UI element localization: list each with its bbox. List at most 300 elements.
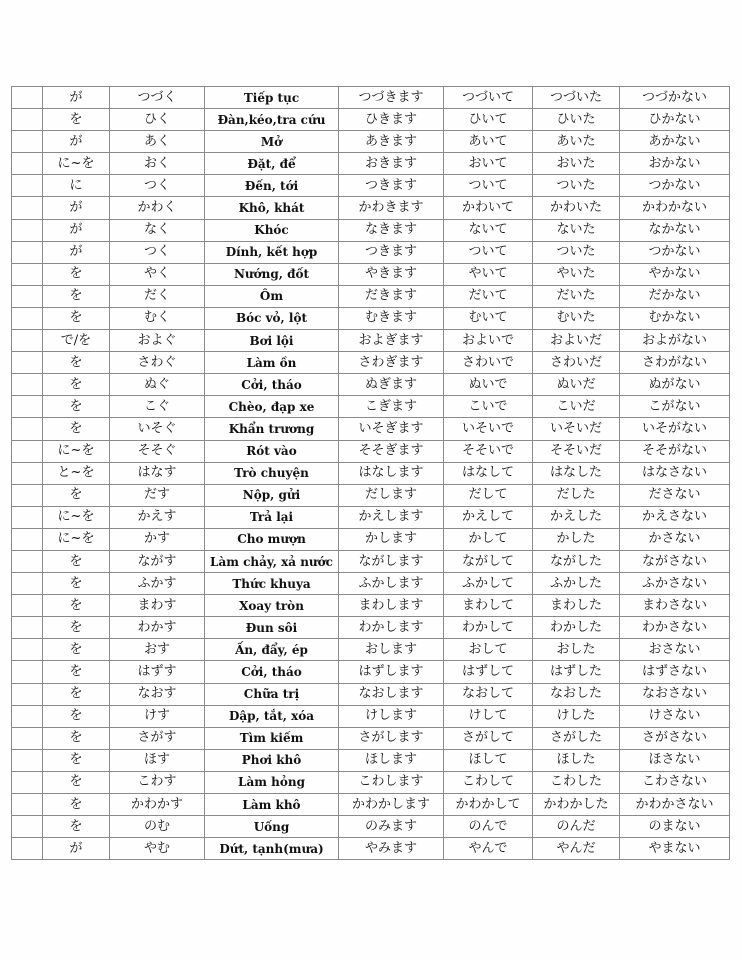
- te-form-cell: なおして: [444, 683, 533, 705]
- nai-form-cell: ほさない: [620, 749, 730, 771]
- table-row: [12, 771, 730, 793]
- table-row: [12, 617, 730, 639]
- dictionary-form-cell: はなす: [110, 462, 205, 484]
- nai-form-cell: わかさない: [620, 617, 730, 639]
- ta-form-cell: だした: [533, 484, 620, 506]
- row-blank-cell: [12, 749, 43, 771]
- masu-form-cell: おします: [339, 639, 444, 661]
- te-form-cell: こわして: [444, 771, 533, 793]
- dictionary-form-cell: むく: [110, 307, 205, 329]
- table-row: [12, 307, 730, 329]
- ta-form-cell: はなした: [533, 462, 620, 484]
- dictionary-form-cell: ふかす: [110, 573, 205, 595]
- meaning-cell: Xoay tròn: [205, 595, 339, 617]
- dictionary-form-cell: かわく: [110, 197, 205, 219]
- dictionary-form-cell: だく: [110, 285, 205, 307]
- dictionary-form-cell: おす: [110, 639, 205, 661]
- meaning-cell: Tiếp tục: [205, 87, 339, 109]
- ta-form-cell: さわいだ: [533, 352, 620, 374]
- dictionary-form-cell: なおす: [110, 683, 205, 705]
- row-blank-cell: [12, 573, 43, 595]
- row-blank-cell: [12, 109, 43, 131]
- ta-form-cell: ほした: [533, 749, 620, 771]
- particle-cell: を: [43, 794, 110, 816]
- meaning-cell: Làm khô: [205, 794, 339, 816]
- dictionary-form-cell: つく: [110, 175, 205, 197]
- particle-cell: を: [43, 771, 110, 793]
- ta-form-cell: わかした: [533, 617, 620, 639]
- row-blank-cell: [12, 727, 43, 749]
- ta-form-cell: いそいだ: [533, 418, 620, 440]
- table-row: [12, 595, 730, 617]
- masu-form-cell: おきます: [339, 153, 444, 175]
- nai-form-cell: まわさない: [620, 595, 730, 617]
- meaning-cell: Làm chảy, xả nước: [205, 550, 339, 572]
- masu-form-cell: さわぎます: [339, 352, 444, 374]
- te-form-cell: はずして: [444, 661, 533, 683]
- particle-cell: を: [43, 307, 110, 329]
- particle-cell: が: [43, 131, 110, 153]
- ta-form-cell: なおした: [533, 683, 620, 705]
- nai-form-cell: おさない: [620, 639, 730, 661]
- te-form-cell: そそいで: [444, 440, 533, 462]
- nai-form-cell: はなさない: [620, 462, 730, 484]
- particle-cell: を: [43, 749, 110, 771]
- dictionary-form-cell: あく: [110, 131, 205, 153]
- table-row: [12, 219, 730, 241]
- table-row: [12, 241, 730, 263]
- particle-cell: を: [43, 374, 110, 396]
- row-blank-cell: [12, 418, 43, 440]
- meaning-cell: Khẩn trương: [205, 418, 339, 440]
- masu-form-cell: ふかします: [339, 573, 444, 595]
- table-row: [12, 683, 730, 705]
- ta-form-cell: ながした: [533, 550, 620, 572]
- meaning-cell: Dính, kết hợp: [205, 241, 339, 263]
- masu-form-cell: だきます: [339, 285, 444, 307]
- te-form-cell: さわいで: [444, 352, 533, 374]
- dictionary-form-cell: ひく: [110, 109, 205, 131]
- row-blank-cell: [12, 396, 43, 418]
- row-blank-cell: [12, 506, 43, 528]
- masu-form-cell: やきます: [339, 263, 444, 285]
- row-blank-cell: [12, 705, 43, 727]
- meaning-cell: Phơi khô: [205, 749, 339, 771]
- nai-form-cell: はずさない: [620, 661, 730, 683]
- nai-form-cell: かわかさない: [620, 794, 730, 816]
- meaning-cell: Khô, khát: [205, 197, 339, 219]
- nai-form-cell: およがない: [620, 330, 730, 352]
- te-form-cell: ついて: [444, 175, 533, 197]
- masu-form-cell: あきます: [339, 131, 444, 153]
- ta-form-cell: かした: [533, 528, 620, 550]
- nai-form-cell: さがさない: [620, 727, 730, 749]
- dictionary-form-cell: やむ: [110, 838, 205, 860]
- te-form-cell: だいて: [444, 285, 533, 307]
- ta-form-cell: ついた: [533, 241, 620, 263]
- nai-form-cell: そそがない: [620, 440, 730, 462]
- table-row: [12, 131, 730, 153]
- meaning-cell: Cho mượn: [205, 528, 339, 550]
- masu-form-cell: かえします: [339, 506, 444, 528]
- nai-form-cell: つかない: [620, 241, 730, 263]
- te-form-cell: はなして: [444, 462, 533, 484]
- te-form-cell: つづいて: [444, 87, 533, 109]
- masu-form-cell: ほします: [339, 749, 444, 771]
- table-row: [12, 263, 730, 285]
- row-blank-cell: [12, 771, 43, 793]
- particle-cell: に~を: [43, 528, 110, 550]
- masu-form-cell: わかします: [339, 617, 444, 639]
- nai-form-cell: いそがない: [620, 418, 730, 440]
- nai-form-cell: ながさない: [620, 550, 730, 572]
- meaning-cell: Khóc: [205, 219, 339, 241]
- row-blank-cell: [12, 816, 43, 838]
- nai-form-cell: かさない: [620, 528, 730, 550]
- masu-form-cell: こぎます: [339, 396, 444, 418]
- ta-form-cell: おいた: [533, 153, 620, 175]
- row-blank-cell: [12, 131, 43, 153]
- meaning-cell: Đến, tới: [205, 175, 339, 197]
- meaning-cell: Cởi, tháo: [205, 374, 339, 396]
- masu-form-cell: はずします: [339, 661, 444, 683]
- particle-cell: に~を: [43, 440, 110, 462]
- dictionary-form-cell: はずす: [110, 661, 205, 683]
- te-form-cell: こいで: [444, 396, 533, 418]
- ta-form-cell: ひいた: [533, 109, 620, 131]
- particle-cell: を: [43, 639, 110, 661]
- table-row: [12, 639, 730, 661]
- table-row: [12, 727, 730, 749]
- nai-form-cell: かわかない: [620, 197, 730, 219]
- te-form-cell: ふかして: [444, 573, 533, 595]
- dictionary-form-cell: かえす: [110, 506, 205, 528]
- dictionary-form-cell: かわかす: [110, 794, 205, 816]
- dictionary-form-cell: なく: [110, 219, 205, 241]
- masu-form-cell: のみます: [339, 816, 444, 838]
- table-row: [12, 838, 730, 860]
- dictionary-form-cell: ほす: [110, 749, 205, 771]
- particle-cell: を: [43, 484, 110, 506]
- row-blank-cell: [12, 794, 43, 816]
- ta-form-cell: あいた: [533, 131, 620, 153]
- table-row: [12, 87, 730, 109]
- nai-form-cell: なかない: [620, 219, 730, 241]
- particle-cell: に~を: [43, 153, 110, 175]
- table-row: [12, 705, 730, 727]
- dictionary-form-cell: つづく: [110, 87, 205, 109]
- particle-cell: に: [43, 175, 110, 197]
- te-form-cell: ひいて: [444, 109, 533, 131]
- table-row: [12, 109, 730, 131]
- masu-form-cell: はなします: [339, 462, 444, 484]
- row-blank-cell: [12, 374, 43, 396]
- ta-form-cell: だいた: [533, 285, 620, 307]
- table-row: [12, 418, 730, 440]
- te-form-cell: けして: [444, 705, 533, 727]
- te-form-cell: かわかして: [444, 794, 533, 816]
- nai-form-cell: やまない: [620, 838, 730, 860]
- masu-form-cell: つづきます: [339, 87, 444, 109]
- meaning-cell: Đun sôi: [205, 617, 339, 639]
- nai-form-cell: ぬがない: [620, 374, 730, 396]
- nai-form-cell: かえさない: [620, 506, 730, 528]
- dictionary-form-cell: やく: [110, 263, 205, 285]
- row-blank-cell: [12, 241, 43, 263]
- masu-form-cell: さがします: [339, 727, 444, 749]
- table-row: [12, 197, 730, 219]
- masu-form-cell: なきます: [339, 219, 444, 241]
- meaning-cell: Cởi, tháo: [205, 661, 339, 683]
- meaning-cell: Bóc vỏ, lột: [205, 307, 339, 329]
- table-row: [12, 749, 730, 771]
- te-form-cell: のんで: [444, 816, 533, 838]
- te-form-cell: あいて: [444, 131, 533, 153]
- te-form-cell: おして: [444, 639, 533, 661]
- meaning-cell: Ôm: [205, 285, 339, 307]
- te-form-cell: やいて: [444, 263, 533, 285]
- row-blank-cell: [12, 683, 43, 705]
- meaning-cell: Uống: [205, 816, 339, 838]
- table-row: [12, 285, 730, 307]
- masu-form-cell: つきます: [339, 241, 444, 263]
- particle-cell: を: [43, 727, 110, 749]
- te-form-cell: ながして: [444, 550, 533, 572]
- particle-cell: に~を: [43, 506, 110, 528]
- table-row: [12, 484, 730, 506]
- meaning-cell: Làm ồn: [205, 352, 339, 374]
- table-row: [12, 440, 730, 462]
- particle-cell: を: [43, 661, 110, 683]
- row-blank-cell: [12, 838, 43, 860]
- te-form-cell: かえして: [444, 506, 533, 528]
- table-row: [12, 374, 730, 396]
- meaning-cell: Chèo, đạp xe: [205, 396, 339, 418]
- table-row: [12, 330, 730, 352]
- nai-form-cell: けさない: [620, 705, 730, 727]
- masu-form-cell: そそぎます: [339, 440, 444, 462]
- particle-cell: を: [43, 617, 110, 639]
- dictionary-form-cell: およぐ: [110, 330, 205, 352]
- ta-form-cell: そそいだ: [533, 440, 620, 462]
- table-body: [12, 87, 730, 860]
- nai-form-cell: ひかない: [620, 109, 730, 131]
- table-row: [12, 352, 730, 374]
- row-blank-cell: [12, 639, 43, 661]
- ta-form-cell: おした: [533, 639, 620, 661]
- nai-form-cell: やかない: [620, 263, 730, 285]
- meaning-cell: Rót vào: [205, 440, 339, 462]
- meaning-cell: Ấn, đẩy, ép: [205, 639, 339, 661]
- ta-form-cell: およいだ: [533, 330, 620, 352]
- row-blank-cell: [12, 528, 43, 550]
- te-form-cell: まわして: [444, 595, 533, 617]
- ta-form-cell: ないた: [533, 219, 620, 241]
- te-form-cell: かして: [444, 528, 533, 550]
- row-blank-cell: [12, 617, 43, 639]
- particle-cell: と~を: [43, 462, 110, 484]
- row-blank-cell: [12, 175, 43, 197]
- masu-form-cell: かわかします: [339, 794, 444, 816]
- row-blank-cell: [12, 87, 43, 109]
- particle-cell: を: [43, 285, 110, 307]
- particle-cell: が: [43, 219, 110, 241]
- masu-form-cell: いそぎます: [339, 418, 444, 440]
- te-form-cell: ほして: [444, 749, 533, 771]
- particle-cell: を: [43, 683, 110, 705]
- row-blank-cell: [12, 440, 43, 462]
- meaning-cell: Làm hỏng: [205, 771, 339, 793]
- ta-form-cell: こいだ: [533, 396, 620, 418]
- row-blank-cell: [12, 661, 43, 683]
- ta-form-cell: かわかした: [533, 794, 620, 816]
- table-row: [12, 573, 730, 595]
- verb-conjugation-table: [11, 86, 730, 860]
- nai-form-cell: だかない: [620, 285, 730, 307]
- ta-form-cell: ぬいだ: [533, 374, 620, 396]
- particle-cell: を: [43, 418, 110, 440]
- table-row: [12, 550, 730, 572]
- dictionary-form-cell: こわす: [110, 771, 205, 793]
- meaning-cell: Tìm kiếm: [205, 727, 339, 749]
- masu-form-cell: まわします: [339, 595, 444, 617]
- masu-form-cell: およぎます: [339, 330, 444, 352]
- masu-form-cell: こわします: [339, 771, 444, 793]
- masu-form-cell: かします: [339, 528, 444, 550]
- meaning-cell: Chữa trị: [205, 683, 339, 705]
- nai-form-cell: こわさない: [620, 771, 730, 793]
- table-row: [12, 175, 730, 197]
- dictionary-form-cell: おく: [110, 153, 205, 175]
- te-form-cell: かわいて: [444, 197, 533, 219]
- ta-form-cell: つづいた: [533, 87, 620, 109]
- dictionary-form-cell: かす: [110, 528, 205, 550]
- te-form-cell: だして: [444, 484, 533, 506]
- row-blank-cell: [12, 550, 43, 572]
- row-blank-cell: [12, 285, 43, 307]
- ta-form-cell: ふかした: [533, 573, 620, 595]
- meaning-cell: Trò chuyện: [205, 462, 339, 484]
- row-blank-cell: [12, 153, 43, 175]
- dictionary-form-cell: いそぐ: [110, 418, 205, 440]
- ta-form-cell: むいた: [533, 307, 620, 329]
- dictionary-form-cell: だす: [110, 484, 205, 506]
- nai-form-cell: ださない: [620, 484, 730, 506]
- particle-cell: を: [43, 595, 110, 617]
- meaning-cell: Trả lại: [205, 506, 339, 528]
- masu-form-cell: ひきます: [339, 109, 444, 131]
- nai-form-cell: つかない: [620, 175, 730, 197]
- dictionary-form-cell: そそぐ: [110, 440, 205, 462]
- te-form-cell: おいて: [444, 153, 533, 175]
- te-form-cell: およいで: [444, 330, 533, 352]
- te-form-cell: むいて: [444, 307, 533, 329]
- table-row: [12, 462, 730, 484]
- dictionary-form-cell: さがす: [110, 727, 205, 749]
- table-row: [12, 528, 730, 550]
- dictionary-form-cell: ぬぐ: [110, 374, 205, 396]
- row-blank-cell: [12, 484, 43, 506]
- ta-form-cell: まわした: [533, 595, 620, 617]
- ta-form-cell: やんだ: [533, 838, 620, 860]
- table-row: [12, 661, 730, 683]
- particle-cell: が: [43, 241, 110, 263]
- dictionary-form-cell: さわぐ: [110, 352, 205, 374]
- te-form-cell: さがして: [444, 727, 533, 749]
- nai-form-cell: こがない: [620, 396, 730, 418]
- particle-cell: を: [43, 263, 110, 285]
- meaning-cell: Nướng, đốt: [205, 263, 339, 285]
- masu-form-cell: だします: [339, 484, 444, 506]
- ta-form-cell: けした: [533, 705, 620, 727]
- ta-form-cell: かえした: [533, 506, 620, 528]
- te-form-cell: ついて: [444, 241, 533, 263]
- te-form-cell: いそいで: [444, 418, 533, 440]
- dictionary-form-cell: けす: [110, 705, 205, 727]
- particle-cell: を: [43, 109, 110, 131]
- row-blank-cell: [12, 595, 43, 617]
- masu-form-cell: けします: [339, 705, 444, 727]
- nai-form-cell: おかない: [620, 153, 730, 175]
- ta-form-cell: さがした: [533, 727, 620, 749]
- dictionary-form-cell: こぐ: [110, 396, 205, 418]
- masu-form-cell: ながします: [339, 550, 444, 572]
- nai-form-cell: あかない: [620, 131, 730, 153]
- table-row: [12, 816, 730, 838]
- row-blank-cell: [12, 352, 43, 374]
- meaning-cell: Bơi lội: [205, 330, 339, 352]
- meaning-cell: Đặt, để: [205, 153, 339, 175]
- te-form-cell: ないて: [444, 219, 533, 241]
- nai-form-cell: さわがない: [620, 352, 730, 374]
- particle-cell: を: [43, 396, 110, 418]
- meaning-cell: Dập, tắt, xóa: [205, 705, 339, 727]
- particle-cell: で/を: [43, 330, 110, 352]
- ta-form-cell: やいた: [533, 263, 620, 285]
- table-row: [12, 153, 730, 175]
- meaning-cell: Dứt, tạnh(mưa): [205, 838, 339, 860]
- meaning-cell: Đàn,kéo,tra cứu: [205, 109, 339, 131]
- particle-cell: が: [43, 197, 110, 219]
- particle-cell: を: [43, 816, 110, 838]
- nai-form-cell: なおさない: [620, 683, 730, 705]
- meaning-cell: Thức khuya: [205, 573, 339, 595]
- nai-form-cell: ふかさない: [620, 573, 730, 595]
- nai-form-cell: むかない: [620, 307, 730, 329]
- particle-cell: を: [43, 705, 110, 727]
- masu-form-cell: ぬぎます: [339, 374, 444, 396]
- te-form-cell: やんで: [444, 838, 533, 860]
- ta-form-cell: ついた: [533, 175, 620, 197]
- meaning-cell: Mở: [205, 131, 339, 153]
- row-blank-cell: [12, 219, 43, 241]
- masu-form-cell: なおします: [339, 683, 444, 705]
- dictionary-form-cell: まわす: [110, 595, 205, 617]
- particle-cell: が: [43, 838, 110, 860]
- row-blank-cell: [12, 330, 43, 352]
- row-blank-cell: [12, 307, 43, 329]
- ta-form-cell: はずした: [533, 661, 620, 683]
- nai-form-cell: つづかない: [620, 87, 730, 109]
- masu-form-cell: やみます: [339, 838, 444, 860]
- dictionary-form-cell: わかす: [110, 617, 205, 639]
- particle-cell: を: [43, 550, 110, 572]
- te-form-cell: ぬいで: [444, 374, 533, 396]
- meaning-cell: Nộp, gửi: [205, 484, 339, 506]
- nai-form-cell: のまない: [620, 816, 730, 838]
- particle-cell: を: [43, 573, 110, 595]
- ta-form-cell: かわいた: [533, 197, 620, 219]
